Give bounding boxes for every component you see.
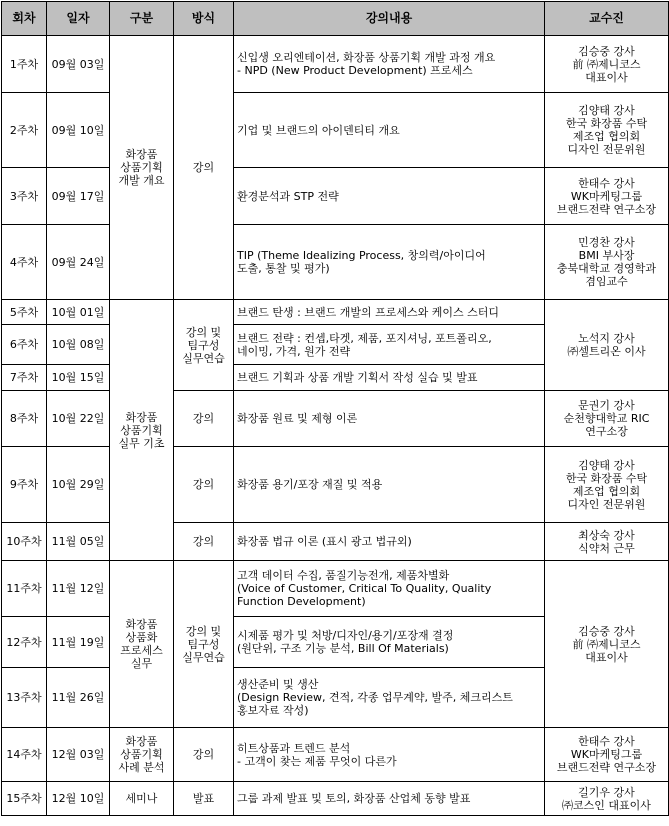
date-cell: 09월 10일 [47,93,110,168]
method-cell: 강의 [174,391,234,447]
date-cell: 11월 19일 [47,617,110,668]
method-cell: 강의 [174,36,234,300]
instructor-cell: 김승중 강사 前 ㈜제니코스 대표이사 [545,561,669,728]
instructor-cell: 최상숙 강사 식약처 근무 [545,523,669,561]
date-cell: 09월 03일 [47,36,110,93]
content-cell: 브랜드 기획과 상품 개발 기획서 작성 실습 및 발표 [234,365,545,391]
week-cell: 14주차 [2,728,47,782]
date-cell: 10월 22일 [47,391,110,447]
header-row [2,2,669,36]
date-cell: 10월 01일 [47,300,110,325]
instructor-cell: 노석지 강사 ㈜셀트리온 이사 [545,300,669,391]
week-cell: 2주차 [2,93,47,168]
method-cell: 강의 [174,728,234,782]
header-week: 회차 [2,2,47,36]
content-cell: TIP (Theme Idealizing Process, 창의력/아이디어 도출, 통찰 및 평가) [234,225,545,300]
date-cell: 11월 05일 [47,523,110,561]
week-cell: 7주차 [2,365,47,391]
week-cell: 3주차 [2,168,47,225]
instructor-cell: 김승중 강사 前 ㈜제니코스 대표이사 [545,36,669,93]
category-cell: 화장품 상품기획 실무 기초 [110,300,174,561]
week-cell: 11주차 [2,561,47,617]
content-cell: 화장품 원료 및 제형 이론 [234,391,545,447]
curriculum-table [1,1,669,816]
week-cell: 15주차 [2,782,47,816]
instructor-cell: 민경찬 강사 BMI 부사장 충북대학교 경영학과 겸임교수 [545,225,669,300]
content-cell: 그룹 과제 발표 및 토의, 화장품 산업체 동향 발표 [234,782,545,816]
content-cell: 히트상품과 트렌드 분석 - 고객이 찾는 제품 무엇이 다른가 [234,728,545,782]
week-cell: 5주차 [2,300,47,325]
instructor-cell: 김양태 강사 한국 화장품 수탁 제조업 협의회 디자인 전문위원 [545,447,669,523]
header-category: 구분 [110,2,174,36]
table-row [2,93,669,168]
date-cell: 11월 12일 [47,561,110,617]
date-cell: 12월 03일 [47,728,110,782]
table-row [2,728,669,782]
content-cell: 화장품 법규 이론 (표시 광고 법규외) [234,523,545,561]
instructor-cell: 문권기 강사 순천향대학교 RIC 연구소장 [545,391,669,447]
date-cell: 09월 17일 [47,168,110,225]
table-row [2,36,669,93]
instructor-cell: 한태수 강사 WK마케팅그룹 브랜드전략 연구소장 [545,728,669,782]
table-row [2,391,669,447]
table-row [2,561,669,617]
week-cell: 13주차 [2,668,47,728]
method-cell: 발표 [174,782,234,816]
week-cell: 6주차 [2,325,47,365]
week-cell: 10주차 [2,523,47,561]
date-cell: 10월 15일 [47,365,110,391]
header-date: 일자 [47,2,110,36]
content-cell: 화장품 용기/포장 재질 및 적용 [234,447,545,523]
content-cell: 신입생 오리엔테이션, 화장품 상품기획 개발 과정 개요 - NPD (New Product Development) 프로세스 [234,36,545,93]
instructor-cell: 한태수 강사 WK마케팅그룹 브랜드전략 연구소장 [545,168,669,225]
week-cell: 9주차 [2,447,47,523]
content-cell: 고객 데이터 수집, 품질기능전개, 제품차별화 (Voice of Customer, Critical To Quality, Quality Function Development) [234,561,545,617]
category-cell: 화장품 상품화 프로세스 실무 [110,561,174,728]
category-cell: 세미나 [110,782,174,816]
content-cell: 브랜드 탄생 : 브랜드 개발의 프로세스와 케이스 스터디 [234,300,545,325]
table-row [2,300,669,325]
week-cell: 4주차 [2,225,47,300]
content-cell: 기업 및 브랜드의 아이덴티티 개요 [234,93,545,168]
header-instructor: 교수진 [545,2,669,36]
content-cell: 생산준비 및 생산 (Design Review, 견적, 각종 업무계약, 발주, 체크리스트 홍보자료 작성) [234,668,545,728]
date-cell: 10월 29일 [47,447,110,523]
date-cell: 12월 10일 [47,782,110,816]
method-cell: 강의 [174,447,234,523]
instructor-cell: 길기우 강사 ㈜코스인 대표이사 [545,782,669,816]
header-method: 방식 [174,2,234,36]
date-cell: 09월 24일 [47,225,110,300]
header-content: 강의내용 [234,2,545,36]
category-cell: 화장품 상품기획 개발 개요 [110,36,174,300]
table-row [2,225,669,300]
week-cell: 1주차 [2,36,47,93]
method-cell: 강의 및 팀구성 실무연습 [174,561,234,728]
date-cell: 10월 08일 [47,325,110,365]
method-cell: 강의 및 팀구성 실무연습 [174,300,234,391]
table-row [2,523,669,561]
content-cell: 브랜드 전략 : 컨셉,타겟, 제품, 포지셔닝, 포트폴리오, 네이밍, 가격, 원가 전략 [234,325,545,365]
week-cell: 8주차 [2,391,47,447]
content-cell: 시제품 평가 및 처방/디자인/용기/포장재 결정 (원단위, 구조 기능 분석, Bill Of Materials) [234,617,545,668]
instructor-cell: 김양태 강사 한국 화장품 수탁 제조업 협의회 디자인 전문위원 [545,93,669,168]
date-cell: 11월 26일 [47,668,110,728]
table-row [2,447,669,523]
category-cell: 화장품 상품기획 사례 분석 [110,728,174,782]
week-cell: 12주차 [2,617,47,668]
table-row [2,782,669,816]
content-cell: 환경분석과 STP 전략 [234,168,545,225]
table-row [2,168,669,225]
method-cell: 강의 [174,523,234,561]
